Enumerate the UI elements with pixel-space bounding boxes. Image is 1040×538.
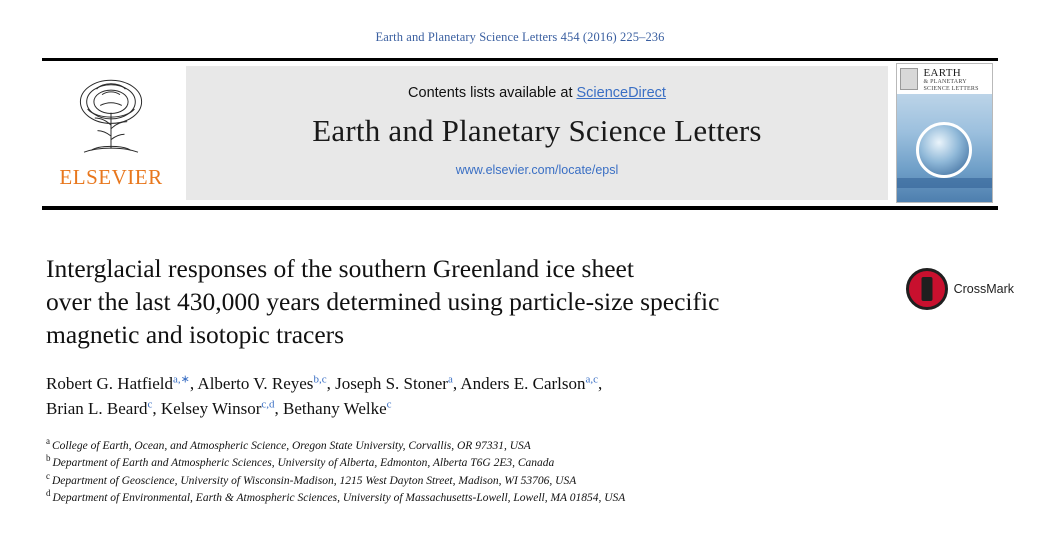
journal-title: Earth and Planetary Science Letters	[312, 113, 762, 148]
author-name: Alberto V. Reyes	[197, 374, 314, 394]
author-separator: ,	[274, 399, 284, 419]
author-entry	[46, 399, 161, 418]
affiliation-text: Department of Earth and Atmospheric Sciences, University of Alberta, Edmonton, Alberta T6G 2E3, Canada	[52, 457, 555, 470]
sciencedirect-link[interactable]: ScienceDirect	[576, 85, 666, 101]
author-name: Robert G. Hatfield	[46, 374, 173, 394]
cover-title-line2: & PLANETARY	[923, 79, 967, 86]
elsevier-wordmark: ELSEVIER	[59, 165, 163, 189]
cover-title-block	[918, 66, 979, 92]
author-separator: ,	[326, 374, 336, 394]
author-name: Bethany Welke	[283, 399, 387, 419]
cover-title-line1: EARTH	[923, 66, 962, 79]
author-name: Brian L. Beard	[46, 399, 148, 419]
article-title-line1: Interglacial responses of the southern Greenland ice sheet	[46, 254, 634, 283]
cover-logo-icon	[900, 68, 918, 90]
author-affiliation-marks: b,c	[313, 373, 327, 386]
author-name: Joseph S. Stoner	[335, 374, 448, 394]
affiliation-mark: d	[46, 488, 51, 499]
contents-prefix-text: Contents lists available at	[408, 85, 577, 101]
author-entry	[335, 374, 460, 393]
affiliation-text: College of Earth, Ocean, and Atmospheric Science, Oregon State University, Corvallis, OR 97331, USA	[52, 439, 531, 452]
author-separator: ,	[152, 399, 161, 419]
article-title-line3: magnetic and isotopic tracers	[46, 320, 345, 350]
masthead-center	[186, 66, 888, 200]
cover-stripe-graphic	[897, 178, 992, 188]
author-affiliation-marks: c,d	[261, 398, 275, 411]
author-name: Anders E. Carlson	[460, 374, 586, 394]
affiliation-list	[46, 435, 1000, 508]
author-entry	[197, 374, 335, 393]
journal-running-head: Earth and Planetary Science Letters 454 (2016) 225–236	[375, 30, 665, 44]
author-entry	[161, 399, 283, 418]
author-separator: ,	[452, 374, 461, 394]
affiliation-item	[46, 435, 1000, 455]
crossmark-label: CrossMark	[953, 282, 1014, 296]
affiliation-text: Department of Environmental, Earth & Atmospheric Sciences, University of Massachusetts-Lowell, Lowell, MA 01854, USA	[52, 492, 626, 505]
cover-header	[897, 64, 992, 95]
journal-masthead	[42, 58, 998, 210]
author-affiliation-marks: a,∗	[173, 373, 190, 386]
author-separator: ,	[189, 374, 198, 394]
cover-artwork	[897, 94, 992, 202]
contents-available-line	[408, 85, 666, 101]
affiliation-mark: c	[46, 470, 50, 481]
journal-cover-thumbnail	[894, 61, 998, 206]
article-title-line2: over the last 430,000 years determined using particle-size specific	[46, 287, 720, 317]
author-affiliation-marks: a,c	[585, 373, 599, 386]
article-header	[46, 252, 1000, 508]
cover-title-line3: SCIENCE LETTERS	[923, 85, 979, 92]
author-name: Kelsey Winsor	[160, 399, 262, 419]
cover-thumb-frame	[896, 63, 993, 203]
author-entry	[460, 374, 602, 393]
journal-homepage-link[interactable]: www.elsevier.com/locate/epsl	[455, 163, 619, 177]
cover-globe-graphic	[916, 122, 972, 178]
article-title	[46, 252, 836, 351]
author-affiliation-marks: c	[147, 398, 153, 411]
affiliation-mark: b	[46, 453, 51, 464]
affiliation-text: Department of Geoscience, University of Wisconsin-Madison, 1215 West Dayton Street, Madison, WI 53706, USA	[52, 474, 577, 487]
elsevier-tree-icon	[65, 73, 157, 163]
author-affiliation-marks: c	[386, 398, 392, 411]
author-separator: ,	[598, 374, 603, 394]
author-entry	[283, 399, 391, 418]
affiliation-item	[46, 490, 1000, 507]
affiliation-item	[46, 470, 1000, 490]
affiliation-item	[46, 455, 1000, 472]
author-entry	[46, 374, 197, 393]
author-affiliation-marks: a	[447, 373, 453, 386]
affiliation-mark: a	[46, 435, 50, 446]
elsevier-logo	[42, 61, 180, 206]
author-list	[46, 372, 846, 421]
